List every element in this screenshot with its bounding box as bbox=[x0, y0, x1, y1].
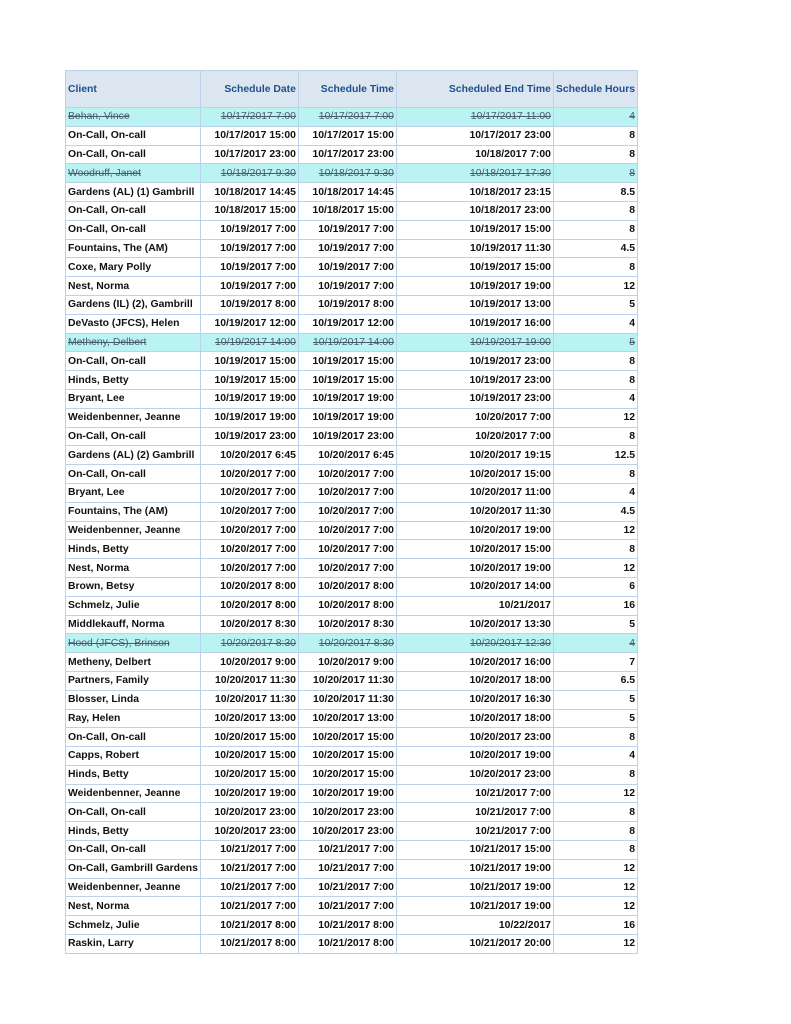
cell-scheduled-end-time: 10/21/2017 20:00 bbox=[396, 935, 553, 954]
cell-schedule-date: 10/20/2017 7:00 bbox=[200, 521, 298, 540]
cell-schedule-time: 10/20/2017 7:00 bbox=[298, 521, 396, 540]
cell-schedule-date: 10/19/2017 7:00 bbox=[200, 220, 298, 239]
cell-scheduled-end-time: 10/20/2017 13:30 bbox=[396, 615, 553, 634]
table-row bbox=[66, 784, 638, 803]
table-row bbox=[66, 108, 638, 127]
cell-scheduled-end-time: 10/18/2017 23:00 bbox=[396, 201, 553, 220]
cell-schedule-date: 10/17/2017 7:00 bbox=[200, 108, 298, 127]
cell-schedule-date: 10/20/2017 11:30 bbox=[200, 690, 298, 709]
cell-scheduled-end-time: 10/20/2017 7:00 bbox=[396, 427, 553, 446]
cell-client: On-Call, On-call bbox=[66, 352, 201, 371]
cell-schedule-date: 10/17/2017 23:00 bbox=[200, 145, 298, 164]
cell-schedule-hours: 12 bbox=[553, 878, 637, 897]
cell-schedule-hours: 12.5 bbox=[553, 446, 637, 465]
cell-schedule-date: 10/19/2017 7:00 bbox=[200, 258, 298, 277]
cell-client: Nest, Norma bbox=[66, 559, 201, 578]
cell-scheduled-end-time: 10/21/2017 19:00 bbox=[396, 897, 553, 916]
table-row bbox=[66, 803, 638, 822]
cell-schedule-date: 10/19/2017 12:00 bbox=[200, 314, 298, 333]
cell-schedule-time: 10/19/2017 7:00 bbox=[298, 239, 396, 258]
cell-schedule-date: 10/19/2017 15:00 bbox=[200, 352, 298, 371]
cell-schedule-time: 10/20/2017 23:00 bbox=[298, 803, 396, 822]
table-row bbox=[66, 897, 638, 916]
cell-schedule-hours: 4 bbox=[553, 108, 637, 127]
cell-schedule-hours: 4 bbox=[553, 314, 637, 333]
cell-schedule-hours: 8 bbox=[553, 220, 637, 239]
cell-scheduled-end-time: 10/20/2017 18:00 bbox=[396, 709, 553, 728]
cell-client: Weidenbenner, Jeanne bbox=[66, 408, 201, 427]
table-row bbox=[66, 878, 638, 897]
cell-schedule-time: 10/21/2017 8:00 bbox=[298, 916, 396, 935]
cell-schedule-time: 10/21/2017 7:00 bbox=[298, 841, 396, 860]
cell-schedule-date: 10/21/2017 7:00 bbox=[200, 878, 298, 897]
cell-schedule-date: 10/19/2017 23:00 bbox=[200, 427, 298, 446]
cell-schedule-time: 10/19/2017 23:00 bbox=[298, 427, 396, 446]
cell-schedule-date: 10/20/2017 9:00 bbox=[200, 653, 298, 672]
table-row bbox=[66, 653, 638, 672]
cell-schedule-time: 10/19/2017 12:00 bbox=[298, 314, 396, 333]
cell-schedule-date: 10/20/2017 6:45 bbox=[200, 446, 298, 465]
table-row bbox=[66, 765, 638, 784]
cell-schedule-date: 10/20/2017 8:30 bbox=[200, 615, 298, 634]
cell-schedule-hours: 8 bbox=[553, 201, 637, 220]
cell-scheduled-end-time: 10/19/2017 15:00 bbox=[396, 258, 553, 277]
cell-schedule-date: 10/20/2017 15:00 bbox=[200, 747, 298, 766]
cell-schedule-hours: 8 bbox=[553, 765, 637, 784]
cell-schedule-hours: 5 bbox=[553, 615, 637, 634]
table-row bbox=[66, 446, 638, 465]
cell-schedule-date: 10/19/2017 14:00 bbox=[200, 333, 298, 352]
cell-schedule-time: 10/19/2017 19:00 bbox=[298, 389, 396, 408]
cell-scheduled-end-time: 10/22/2017 bbox=[396, 916, 553, 935]
cell-scheduled-end-time: 10/20/2017 16:00 bbox=[396, 653, 553, 672]
column-header-schedule-date: Schedule Date bbox=[200, 71, 298, 108]
table-row bbox=[66, 183, 638, 202]
table-row bbox=[66, 408, 638, 427]
cell-schedule-time: 10/20/2017 8:00 bbox=[298, 596, 396, 615]
cell-schedule-hours: 8 bbox=[553, 841, 637, 860]
cell-scheduled-end-time: 10/19/2017 23:00 bbox=[396, 389, 553, 408]
cell-scheduled-end-time: 10/21/2017 7:00 bbox=[396, 822, 553, 841]
cell-schedule-date: 10/21/2017 7:00 bbox=[200, 897, 298, 916]
cell-schedule-date: 10/20/2017 15:00 bbox=[200, 728, 298, 747]
cell-schedule-date: 10/20/2017 7:00 bbox=[200, 502, 298, 521]
table-row bbox=[66, 521, 638, 540]
cell-scheduled-end-time: 10/20/2017 23:00 bbox=[396, 765, 553, 784]
cell-schedule-hours: 7 bbox=[553, 653, 637, 672]
cell-schedule-hours: 8 bbox=[553, 540, 637, 559]
cell-schedule-time: 10/20/2017 8:30 bbox=[298, 634, 396, 653]
cell-schedule-time: 10/20/2017 7:00 bbox=[298, 483, 396, 502]
cell-client: On-Call, On-call bbox=[66, 145, 201, 164]
cell-client: Partners, Family bbox=[66, 671, 201, 690]
cell-schedule-date: 10/19/2017 19:00 bbox=[200, 389, 298, 408]
cell-scheduled-end-time: 10/20/2017 19:00 bbox=[396, 747, 553, 766]
table-row bbox=[66, 483, 638, 502]
table-row bbox=[66, 239, 638, 258]
cell-scheduled-end-time: 10/21/2017 bbox=[396, 596, 553, 615]
cell-client: Brown, Betsy bbox=[66, 577, 201, 596]
cell-scheduled-end-time: 10/21/2017 7:00 bbox=[396, 803, 553, 822]
cell-schedule-time: 10/18/2017 9:30 bbox=[298, 164, 396, 183]
table-row bbox=[66, 690, 638, 709]
cell-scheduled-end-time: 10/19/2017 23:00 bbox=[396, 352, 553, 371]
cell-client: Metheny, Delbert bbox=[66, 653, 201, 672]
cell-schedule-hours: 16 bbox=[553, 916, 637, 935]
cell-client: On-Call, On-call bbox=[66, 126, 201, 145]
cell-schedule-date: 10/19/2017 7:00 bbox=[200, 239, 298, 258]
cell-client: Weidenbenner, Jeanne bbox=[66, 878, 201, 897]
cell-client: On-Call, On-call bbox=[66, 201, 201, 220]
cell-schedule-date: 10/20/2017 7:00 bbox=[200, 559, 298, 578]
cell-schedule-time: 10/20/2017 13:00 bbox=[298, 709, 396, 728]
cell-client: Bryant, Lee bbox=[66, 389, 201, 408]
cell-scheduled-end-time: 10/19/2017 19:00 bbox=[396, 277, 553, 296]
cell-client: Behan, Vince bbox=[66, 108, 201, 127]
cell-client: Hinds, Betty bbox=[66, 371, 201, 390]
cell-schedule-hours: 6 bbox=[553, 577, 637, 596]
cell-schedule-date: 10/20/2017 8:00 bbox=[200, 577, 298, 596]
cell-schedule-hours: 12 bbox=[553, 277, 637, 296]
table-row bbox=[66, 540, 638, 559]
cell-schedule-time: 10/17/2017 7:00 bbox=[298, 108, 396, 127]
cell-schedule-date: 10/21/2017 7:00 bbox=[200, 841, 298, 860]
cell-scheduled-end-time: 10/21/2017 19:00 bbox=[396, 878, 553, 897]
cell-schedule-time: 10/20/2017 15:00 bbox=[298, 765, 396, 784]
cell-schedule-hours: 6.5 bbox=[553, 671, 637, 690]
table-row bbox=[66, 502, 638, 521]
cell-schedule-hours: 12 bbox=[553, 784, 637, 803]
cell-schedule-date: 10/18/2017 15:00 bbox=[200, 201, 298, 220]
cell-schedule-time: 10/18/2017 14:45 bbox=[298, 183, 396, 202]
cell-scheduled-end-time: 10/20/2017 15:00 bbox=[396, 465, 553, 484]
cell-scheduled-end-time: 10/20/2017 19:00 bbox=[396, 521, 553, 540]
cell-client: Hinds, Betty bbox=[66, 822, 201, 841]
cell-schedule-time: 10/19/2017 19:00 bbox=[298, 408, 396, 427]
cell-client: Gardens (IL) (2), Gambrill bbox=[66, 295, 201, 314]
cell-schedule-time: 10/20/2017 19:00 bbox=[298, 784, 396, 803]
cell-schedule-date: 10/20/2017 7:00 bbox=[200, 483, 298, 502]
cell-client: Schmelz, Julie bbox=[66, 596, 201, 615]
cell-schedule-hours: 8 bbox=[553, 371, 637, 390]
cell-scheduled-end-time: 10/19/2017 16:00 bbox=[396, 314, 553, 333]
table-row bbox=[66, 371, 638, 390]
cell-schedule-hours: 8 bbox=[553, 465, 637, 484]
table-row bbox=[66, 389, 638, 408]
cell-schedule-date: 10/21/2017 8:00 bbox=[200, 935, 298, 954]
cell-client: Nest, Norma bbox=[66, 897, 201, 916]
cell-schedule-hours: 8 bbox=[553, 803, 637, 822]
table-row bbox=[66, 164, 638, 183]
cell-schedule-time: 10/19/2017 14:00 bbox=[298, 333, 396, 352]
table-row bbox=[66, 596, 638, 615]
cell-schedule-time: 10/21/2017 7:00 bbox=[298, 878, 396, 897]
cell-client: On-Call, On-call bbox=[66, 427, 201, 446]
cell-client: Hood (JFCS), Brinson bbox=[66, 634, 201, 653]
cell-scheduled-end-time: 10/20/2017 16:30 bbox=[396, 690, 553, 709]
table-row bbox=[66, 841, 638, 860]
table-row bbox=[66, 859, 638, 878]
cell-scheduled-end-time: 10/20/2017 23:00 bbox=[396, 728, 553, 747]
cell-schedule-date: 10/21/2017 7:00 bbox=[200, 859, 298, 878]
cell-scheduled-end-time: 10/18/2017 7:00 bbox=[396, 145, 553, 164]
table-row bbox=[66, 126, 638, 145]
cell-schedule-time: 10/19/2017 15:00 bbox=[298, 371, 396, 390]
table-header bbox=[66, 71, 638, 108]
table-body bbox=[66, 108, 638, 954]
cell-schedule-time: 10/17/2017 15:00 bbox=[298, 126, 396, 145]
cell-schedule-time: 10/20/2017 6:45 bbox=[298, 446, 396, 465]
cell-schedule-time: 10/20/2017 11:30 bbox=[298, 671, 396, 690]
cell-schedule-time: 10/19/2017 8:00 bbox=[298, 295, 396, 314]
cell-schedule-hours: 8.5 bbox=[553, 183, 637, 202]
cell-client: Nest, Norma bbox=[66, 277, 201, 296]
cell-schedule-hours: 16 bbox=[553, 596, 637, 615]
cell-schedule-hours: 8 bbox=[553, 126, 637, 145]
cell-scheduled-end-time: 10/17/2017 23:00 bbox=[396, 126, 553, 145]
cell-client: DeVasto (JFCS), Helen bbox=[66, 314, 201, 333]
cell-schedule-time: 10/18/2017 15:00 bbox=[298, 201, 396, 220]
cell-schedule-time: 10/20/2017 8:30 bbox=[298, 615, 396, 634]
table-row bbox=[66, 465, 638, 484]
cell-scheduled-end-time: 10/20/2017 14:00 bbox=[396, 577, 553, 596]
cell-schedule-time: 10/20/2017 9:00 bbox=[298, 653, 396, 672]
cell-scheduled-end-time: 10/17/2017 11:00 bbox=[396, 108, 553, 127]
cell-schedule-time: 10/20/2017 23:00 bbox=[298, 822, 396, 841]
cell-schedule-hours: 8 bbox=[553, 164, 637, 183]
table-row bbox=[66, 145, 638, 164]
cell-scheduled-end-time: 10/20/2017 11:00 bbox=[396, 483, 553, 502]
cell-scheduled-end-time: 10/20/2017 12:30 bbox=[396, 634, 553, 653]
cell-schedule-time: 10/19/2017 7:00 bbox=[298, 258, 396, 277]
cell-client: Weidenbenner, Jeanne bbox=[66, 784, 201, 803]
cell-schedule-hours: 12 bbox=[553, 559, 637, 578]
table-row bbox=[66, 220, 638, 239]
cell-schedule-hours: 8 bbox=[553, 258, 637, 277]
cell-scheduled-end-time: 10/19/2017 19:00 bbox=[396, 333, 553, 352]
cell-scheduled-end-time: 10/20/2017 19:15 bbox=[396, 446, 553, 465]
cell-client: Gardens (AL) (2) Gambrill bbox=[66, 446, 201, 465]
cell-schedule-hours: 4.5 bbox=[553, 502, 637, 521]
cell-schedule-hours: 4 bbox=[553, 634, 637, 653]
cell-client: On-Call, On-call bbox=[66, 220, 201, 239]
column-header-scheduled-end-time: Scheduled End Time bbox=[396, 71, 553, 108]
schedule-table bbox=[65, 70, 638, 954]
table-row bbox=[66, 671, 638, 690]
table-row bbox=[66, 615, 638, 634]
cell-schedule-time: 10/20/2017 7:00 bbox=[298, 559, 396, 578]
cell-schedule-date: 10/18/2017 9:30 bbox=[200, 164, 298, 183]
cell-client: Blosser, Linda bbox=[66, 690, 201, 709]
cell-scheduled-end-time: 10/19/2017 15:00 bbox=[396, 220, 553, 239]
cell-client: Woodruff, Janet bbox=[66, 164, 201, 183]
cell-scheduled-end-time: 10/18/2017 17:30 bbox=[396, 164, 553, 183]
cell-schedule-time: 10/21/2017 7:00 bbox=[298, 897, 396, 916]
cell-schedule-date: 10/20/2017 23:00 bbox=[200, 803, 298, 822]
cell-schedule-hours: 8 bbox=[553, 352, 637, 371]
cell-scheduled-end-time: 10/19/2017 13:00 bbox=[396, 295, 553, 314]
cell-schedule-hours: 4 bbox=[553, 389, 637, 408]
cell-client: Hinds, Betty bbox=[66, 765, 201, 784]
cell-schedule-date: 10/20/2017 7:00 bbox=[200, 465, 298, 484]
table-row bbox=[66, 277, 638, 296]
cell-schedule-hours: 12 bbox=[553, 935, 637, 954]
table-row bbox=[66, 728, 638, 747]
cell-client: Hinds, Betty bbox=[66, 540, 201, 559]
cell-client: Middlekauff, Norma bbox=[66, 615, 201, 634]
cell-client: Schmelz, Julie bbox=[66, 916, 201, 935]
cell-schedule-hours: 12 bbox=[553, 408, 637, 427]
cell-schedule-date: 10/20/2017 13:00 bbox=[200, 709, 298, 728]
cell-scheduled-end-time: 10/20/2017 15:00 bbox=[396, 540, 553, 559]
cell-client: Fountains, The (AM) bbox=[66, 502, 201, 521]
cell-schedule-date: 10/20/2017 19:00 bbox=[200, 784, 298, 803]
cell-schedule-time: 10/20/2017 7:00 bbox=[298, 540, 396, 559]
table-row bbox=[66, 935, 638, 954]
column-header-schedule-hours: Schedule Hours bbox=[553, 71, 637, 108]
cell-schedule-date: 10/20/2017 8:00 bbox=[200, 596, 298, 615]
table-row bbox=[66, 295, 638, 314]
cell-client: Raskin, Larry bbox=[66, 935, 201, 954]
cell-schedule-hours: 4.5 bbox=[553, 239, 637, 258]
table-row bbox=[66, 333, 638, 352]
cell-schedule-date: 10/19/2017 8:00 bbox=[200, 295, 298, 314]
cell-client: On-Call, On-call bbox=[66, 803, 201, 822]
column-header-schedule-time: Schedule Time bbox=[298, 71, 396, 108]
table-row bbox=[66, 201, 638, 220]
cell-scheduled-end-time: 10/21/2017 15:00 bbox=[396, 841, 553, 860]
cell-scheduled-end-time: 10/19/2017 23:00 bbox=[396, 371, 553, 390]
cell-client: Ray, Helen bbox=[66, 709, 201, 728]
cell-schedule-time: 10/20/2017 7:00 bbox=[298, 465, 396, 484]
cell-schedule-date: 10/20/2017 7:00 bbox=[200, 540, 298, 559]
table-row bbox=[66, 747, 638, 766]
cell-client: Bryant, Lee bbox=[66, 483, 201, 502]
cell-schedule-hours: 12 bbox=[553, 897, 637, 916]
cell-schedule-time: 10/20/2017 15:00 bbox=[298, 747, 396, 766]
cell-client: On-Call, On-call bbox=[66, 841, 201, 860]
table-row bbox=[66, 427, 638, 446]
cell-schedule-hours: 5 bbox=[553, 690, 637, 709]
cell-schedule-time: 10/19/2017 7:00 bbox=[298, 277, 396, 296]
cell-schedule-hours: 8 bbox=[553, 145, 637, 164]
cell-schedule-hours: 4 bbox=[553, 483, 637, 502]
table-row bbox=[66, 916, 638, 935]
cell-schedule-hours: 5 bbox=[553, 709, 637, 728]
cell-schedule-time: 10/21/2017 7:00 bbox=[298, 859, 396, 878]
column-header-client: Client bbox=[66, 71, 201, 108]
cell-schedule-time: 10/21/2017 8:00 bbox=[298, 935, 396, 954]
cell-schedule-date: 10/18/2017 14:45 bbox=[200, 183, 298, 202]
cell-scheduled-end-time: 10/21/2017 19:00 bbox=[396, 859, 553, 878]
cell-schedule-hours: 5 bbox=[553, 295, 637, 314]
cell-schedule-date: 10/20/2017 8:30 bbox=[200, 634, 298, 653]
cell-schedule-hours: 8 bbox=[553, 822, 637, 841]
cell-schedule-time: 10/20/2017 11:30 bbox=[298, 690, 396, 709]
cell-client: Metheny, Delbert bbox=[66, 333, 201, 352]
header-row bbox=[66, 71, 638, 108]
table-row bbox=[66, 258, 638, 277]
cell-scheduled-end-time: 10/20/2017 18:00 bbox=[396, 671, 553, 690]
cell-schedule-date: 10/20/2017 15:00 bbox=[200, 765, 298, 784]
cell-client: Coxe, Mary Polly bbox=[66, 258, 201, 277]
cell-schedule-date: 10/19/2017 7:00 bbox=[200, 277, 298, 296]
table-row bbox=[66, 577, 638, 596]
cell-schedule-time: 10/19/2017 7:00 bbox=[298, 220, 396, 239]
table-row bbox=[66, 634, 638, 653]
cell-scheduled-end-time: 10/19/2017 11:30 bbox=[396, 239, 553, 258]
cell-schedule-date: 10/17/2017 15:00 bbox=[200, 126, 298, 145]
cell-client: Fountains, The (AM) bbox=[66, 239, 201, 258]
cell-schedule-time: 10/20/2017 15:00 bbox=[298, 728, 396, 747]
cell-schedule-hours: 12 bbox=[553, 859, 637, 878]
cell-client: Weidenbenner, Jeanne bbox=[66, 521, 201, 540]
cell-schedule-hours: 4 bbox=[553, 747, 637, 766]
cell-scheduled-end-time: 10/20/2017 7:00 bbox=[396, 408, 553, 427]
cell-schedule-date: 10/20/2017 23:00 bbox=[200, 822, 298, 841]
cell-schedule-date: 10/19/2017 15:00 bbox=[200, 371, 298, 390]
table-row bbox=[66, 559, 638, 578]
cell-schedule-date: 10/19/2017 19:00 bbox=[200, 408, 298, 427]
cell-client: On-Call, On-call bbox=[66, 728, 201, 747]
cell-scheduled-end-time: 10/18/2017 23:15 bbox=[396, 183, 553, 202]
cell-client: On-Call, Gambrill Gardens bbox=[66, 859, 201, 878]
cell-schedule-time: 10/20/2017 7:00 bbox=[298, 502, 396, 521]
cell-schedule-time: 10/20/2017 8:00 bbox=[298, 577, 396, 596]
table-row bbox=[66, 822, 638, 841]
table-row bbox=[66, 709, 638, 728]
cell-schedule-date: 10/20/2017 11:30 bbox=[200, 671, 298, 690]
cell-client: Capps, Robert bbox=[66, 747, 201, 766]
cell-schedule-time: 10/17/2017 23:00 bbox=[298, 145, 396, 164]
cell-schedule-date: 10/21/2017 8:00 bbox=[200, 916, 298, 935]
cell-schedule-time: 10/19/2017 15:00 bbox=[298, 352, 396, 371]
cell-schedule-hours: 8 bbox=[553, 728, 637, 747]
cell-scheduled-end-time: 10/20/2017 19:00 bbox=[396, 559, 553, 578]
cell-client: Gardens (AL) (1) Gambrill bbox=[66, 183, 201, 202]
cell-scheduled-end-time: 10/20/2017 11:30 bbox=[396, 502, 553, 521]
table-row bbox=[66, 314, 638, 333]
cell-scheduled-end-time: 10/21/2017 7:00 bbox=[396, 784, 553, 803]
cell-schedule-hours: 8 bbox=[553, 427, 637, 446]
cell-schedule-hours: 5 bbox=[553, 333, 637, 352]
cell-client: On-Call, On-call bbox=[66, 465, 201, 484]
table-row bbox=[66, 352, 638, 371]
cell-schedule-hours: 12 bbox=[553, 521, 637, 540]
